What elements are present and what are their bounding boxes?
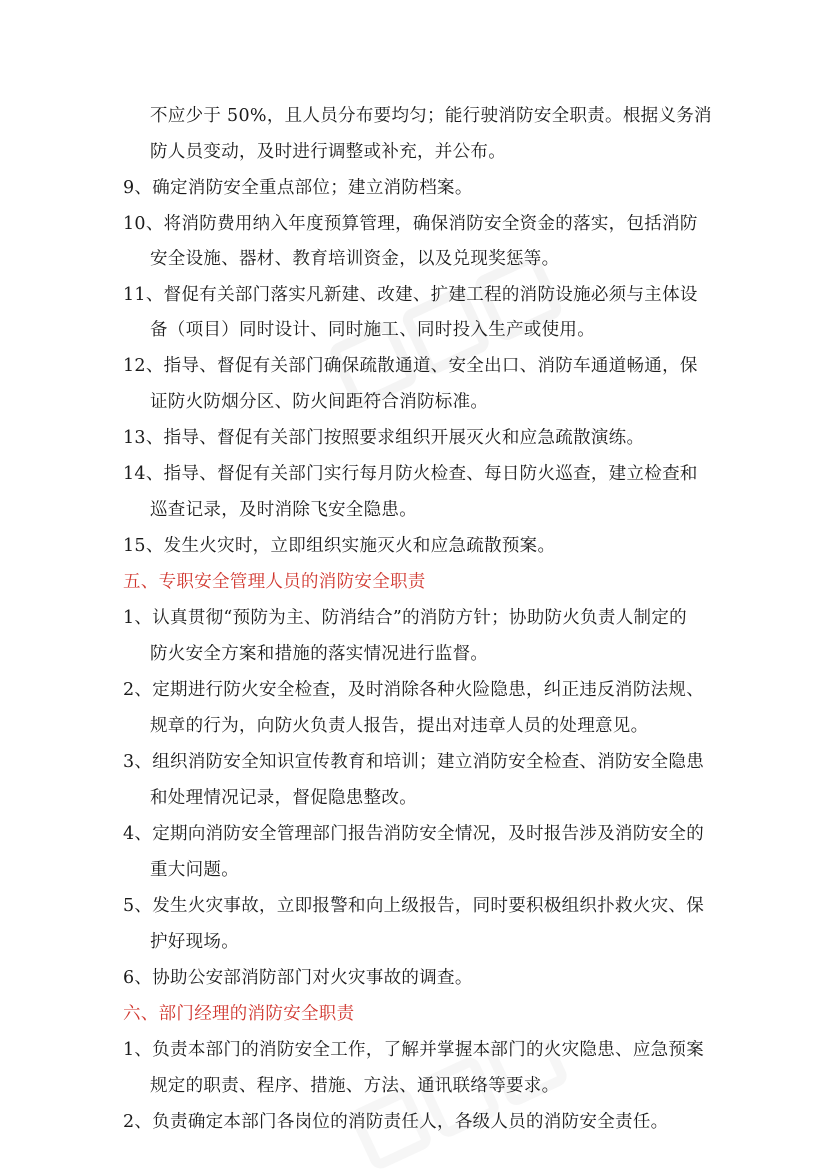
text-line: 证防火防烟分区、防火间距符合消防标准。	[150, 392, 489, 412]
list-item-1b: 1、负责本部门的消防安全工作，了解并掌握本部门的火灾隐患、应急预案	[123, 1040, 705, 1060]
text-line: 防人员变动，及时进行调整或补充，并公布。	[150, 142, 506, 162]
list-item-6: 6、协助公安部消防部门对火灾事故的调查。	[123, 968, 473, 988]
list-item-2b: 2、负责确定本部门各岗位的消防责任人，各级人员的消防安全责任。	[123, 1112, 669, 1132]
list-item-11: 11、督促有关部门落实凡新建、改建、扩建工程的消防设施必须与主体设	[123, 285, 698, 305]
list-item-10: 10、将消防费用纳入年度预算管理，确保消防安全资金的落实，包括消防	[123, 214, 698, 234]
list-item-13: 13、指导、督促有关部门按照要求组织开展灭火和应急疏散演练。	[123, 428, 645, 448]
list-item-9: 9、确定消防安全重点部位；建立消防档案。	[123, 178, 473, 198]
list-item-4: 4、定期向消防安全管理部门报告消防安全情况，及时报告涉及消防安全的	[123, 824, 705, 844]
list-item-3: 3、组织消防安全知识宣传教育和培训；建立消防安全检查、消防安全隐患	[123, 752, 705, 772]
text-line: 重大问题。	[150, 860, 239, 880]
list-item-12: 12、指导、督促有关部门确保疏散通道、安全出口、消防车通道畅通，保	[123, 356, 698, 376]
section-heading-5: 五、专职安全管理人员的消防安全职责	[123, 572, 426, 592]
list-item-2: 2、定期进行防火安全检查，及时消除各种火险隐患，纠正违反消防法规、	[123, 680, 705, 700]
text-line: 巡查记录，及时消除飞安全隐患。	[150, 500, 417, 520]
list-item-5: 5、发生火灾事故，立即报警和向上级报告，同时要积极组织扑救火灾、保	[123, 896, 705, 916]
list-item-1: 1、认真贯彻“预防为主、防消结合”的消防方针；协助防火负责人制定的	[123, 608, 687, 628]
section-heading-6: 六、部门经理的消防安全职责	[123, 1004, 355, 1024]
text-line: 和处理情况记录，督促隐患整改。	[150, 788, 417, 808]
text-line: 备（项目）同时设计、同时施工、同时投入生产或使用。	[150, 320, 595, 340]
text-line: 防火安全方案和措施的落实情况进行监督。	[150, 644, 489, 664]
text-line: 不应少于 50%，且人员分布要均匀；能行驶消防安全职责。根据义务消	[150, 106, 712, 126]
text-line: 规章的行为，向防火负责人报告，提出对违章人员的处理意见。	[150, 716, 649, 736]
list-item-15: 15、发生火灾时，立即组织实施灭火和应急疏散预案。	[123, 536, 556, 556]
text-line: 护好现场。	[150, 932, 239, 952]
list-item-14: 14、指导、督促有关部门实行每月防火检查、每日防火巡查，建立检查和	[123, 464, 698, 484]
text-line: 安全设施、器材、教育培训资金，以及兑现奖惩等。	[150, 249, 560, 269]
text-line: 规定的职责、程序、措施、方法、通讯联络等要求。	[150, 1076, 560, 1096]
